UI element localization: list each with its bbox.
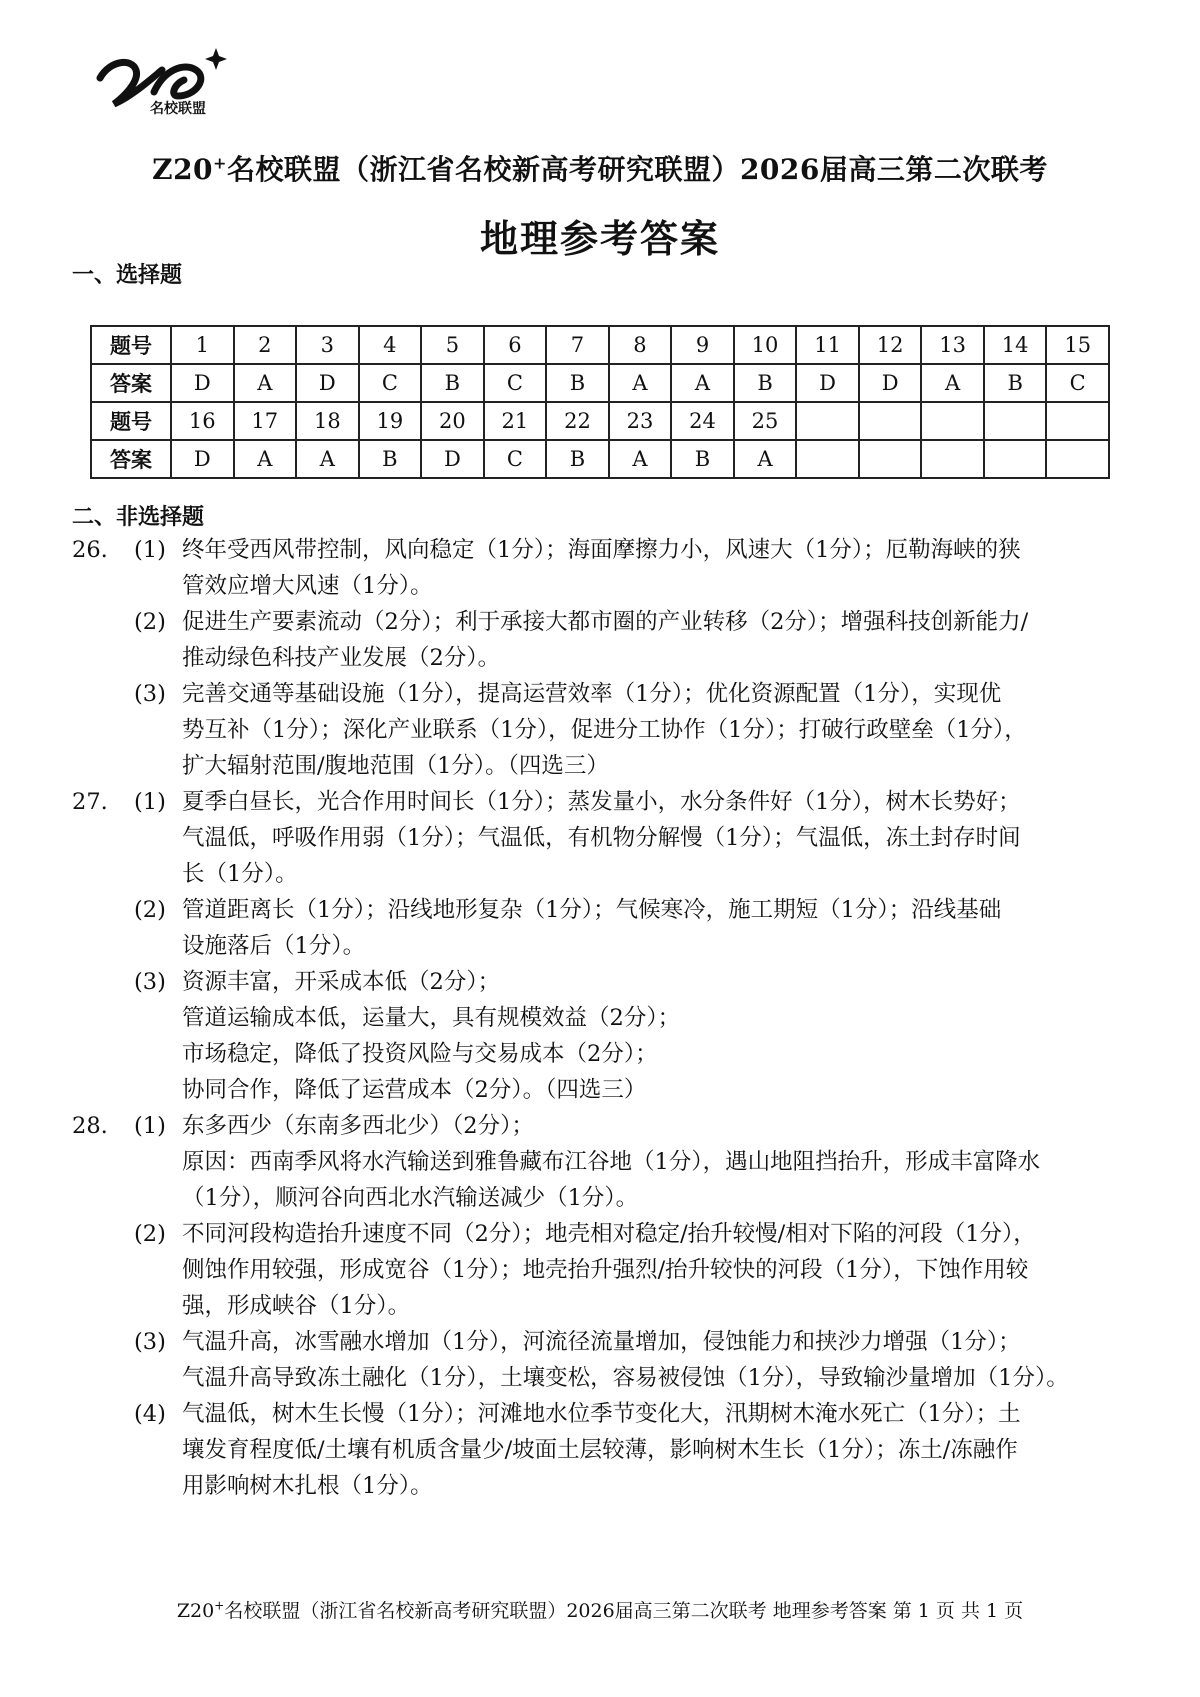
- table-cell: 13: [921, 326, 984, 364]
- table-cell: 23: [609, 402, 672, 440]
- table-cell: A: [671, 364, 734, 402]
- question-28: [72, 1108, 1132, 1504]
- table-cell: B: [546, 440, 609, 478]
- table-cell: A: [609, 364, 672, 402]
- answer-line: 气温升高，冰雪融水增加（1分），河流径流量增加，侵蚀能力和挟沙力增强（1分）；: [182, 1329, 1021, 1355]
- table-cell: [1046, 402, 1109, 440]
- table-row: [91, 440, 1109, 478]
- table-cell: 2: [234, 326, 297, 364]
- table-row: [91, 402, 1109, 440]
- table-cell: A: [296, 440, 359, 478]
- table-cell: 15: [1046, 326, 1109, 364]
- table-cell: 17: [234, 402, 297, 440]
- sub-number: (2): [134, 1221, 166, 1247]
- table-cell: B: [984, 364, 1047, 402]
- logo-text: 名校联盟: [150, 101, 206, 117]
- row-label: 答案: [91, 440, 171, 478]
- table-cell: A: [609, 440, 672, 478]
- table-cell: 21: [484, 402, 547, 440]
- header-sup: +: [213, 153, 227, 173]
- question-26: [72, 532, 1132, 784]
- table-cell: D: [171, 364, 234, 402]
- sub-number: (2): [134, 609, 166, 635]
- table-cell: C: [484, 440, 547, 478]
- table-cell: A: [234, 440, 297, 478]
- table-cell: [921, 440, 984, 478]
- sub-number: (2): [134, 897, 166, 923]
- answer-item: [134, 532, 1132, 604]
- sub-number: (1): [134, 1113, 166, 1139]
- table-cell: 22: [546, 402, 609, 440]
- table-cell: B: [734, 364, 797, 402]
- table-cell: [984, 402, 1047, 440]
- table-cell: [984, 440, 1047, 478]
- answer-line: （1分），顺河谷向西北水汽输送减少（1分）。: [182, 1185, 639, 1211]
- table-cell: [796, 440, 859, 478]
- question-number: 27.: [72, 789, 108, 815]
- answer-item: [134, 1108, 1132, 1216]
- answer-line: 侧蚀作用较强，形成宽谷（1分）；地壳抬升强烈/抬升较快的河段（1分），下蚀作用较: [182, 1257, 1029, 1283]
- answer-line: 长（1分）。: [182, 861, 298, 887]
- table-row: [91, 326, 1109, 364]
- answer-line: 市场稳定，降低了投资风险与交易成本（2分）；: [182, 1041, 658, 1067]
- sub-number: (1): [134, 789, 166, 815]
- answer-line: 夏季白昼长，光合作用时间长（1分）；蒸发量小，水分条件好（1分），树木长势好；: [182, 789, 1021, 815]
- answer-line: 气温低，树木生长慢（1分）；河滩地水位季节变化大，汛期树木淹水死亡（1分）；土: [182, 1401, 1021, 1427]
- table-cell: 1: [171, 326, 234, 364]
- answer-line: 不同河段构造抬升速度不同（2分）；地壳相对稳定/抬升较慢/相对下陷的河段（1分），: [182, 1221, 1036, 1247]
- answer-line: 势互补（1分）；深化产业联系（1分），促进分工协作（1分）；打破行政壁垒（1分），: [182, 717, 1027, 743]
- row-label: 答案: [91, 364, 171, 402]
- answer-line: 完善交通等基础设施（1分），提高运营效率（1分）；优化资源配置（1分），实现优: [182, 681, 1002, 707]
- table-cell: C: [1046, 364, 1109, 402]
- table-cell: 24: [671, 402, 734, 440]
- section-heading-choice: 一、选择题: [72, 262, 183, 288]
- table-cell: 19: [359, 402, 422, 440]
- answer-line: 东多西少（东南多西北少）（2分）；: [182, 1113, 534, 1139]
- question-27: [72, 784, 1132, 1108]
- table-cell: D: [859, 364, 922, 402]
- table-cell: C: [359, 364, 422, 402]
- table-cell: B: [359, 440, 422, 478]
- table-cell: 5: [421, 326, 484, 364]
- table-cell: 16: [171, 402, 234, 440]
- sub-number: (1): [134, 537, 166, 563]
- answer-line: 管道距离长（1分）；沿线地形复杂（1分）；气候寒冷，施工期短（1分）；沿线基础: [182, 897, 1002, 923]
- exam-header: [0, 148, 1200, 188]
- answer-line: 协同合作，降低了运营成本（2分）。（四选三）: [182, 1077, 647, 1103]
- answer-line: 用影响树木扎根（1分）。: [182, 1473, 433, 1499]
- page-title: 地理参考答案: [479, 216, 720, 261]
- table-cell: [1046, 440, 1109, 478]
- answer-line: 气温低，呼吸作用弱（1分）；气温低，有机物分解慢（1分）；气温低，冻土封存时间: [182, 825, 1021, 851]
- row-label: 题号: [91, 402, 171, 440]
- answer-item: [134, 676, 1132, 784]
- answer-line: 扩大辐射范围/腹地范围（1分）。（四选三）: [182, 753, 609, 779]
- question-number: 28.: [72, 1113, 108, 1139]
- table-cell: 14: [984, 326, 1047, 364]
- header-rest: 名校联盟（浙江省名校新高考研究联盟）2026届高三第二次联考: [226, 153, 1048, 186]
- answer-line: 资源丰富，开采成本低（2分）；: [182, 969, 501, 995]
- table-cell: 7: [546, 326, 609, 364]
- answer-item: [134, 604, 1132, 676]
- table-cell: 12: [859, 326, 922, 364]
- question-number: 26.: [72, 537, 108, 563]
- answer-line: 终年受西风带控制，风向稳定（1分）；海面摩擦力小，风速大（1分）；厄勒海峡的狭: [182, 537, 1021, 563]
- table-cell: D: [796, 364, 859, 402]
- table-cell: D: [171, 440, 234, 478]
- answer-line: 壤发育程度低/土壤有机质含量少/坡面土层较薄，影响树木生长（1分）；冻土/冻融作: [182, 1437, 1018, 1463]
- page-footer: [0, 1596, 1200, 1623]
- answer-item: [134, 964, 1132, 1108]
- table-cell: [859, 402, 922, 440]
- answer-line: 推动绿色科技产业发展（2分）。: [182, 645, 501, 671]
- table-cell: A: [921, 364, 984, 402]
- answer-item: [134, 1324, 1132, 1396]
- table-cell: 11: [796, 326, 859, 364]
- table-cell: 10: [734, 326, 797, 364]
- table-row: [91, 364, 1109, 402]
- table-cell: 4: [359, 326, 422, 364]
- table-cell: 25: [734, 402, 797, 440]
- table-cell: B: [421, 364, 484, 402]
- row-label: 题号: [91, 326, 171, 364]
- table-cell: C: [484, 364, 547, 402]
- answer-line: 促进生产要素流动（2分）；利于承接大都市圈的产业转移（2分）；增强科技创新能力/: [182, 609, 1029, 635]
- section-heading-nonchoice: 二、非选择题: [72, 504, 205, 530]
- table-cell: [921, 402, 984, 440]
- footer-sup: +: [214, 1598, 225, 1613]
- answer-item: [134, 892, 1132, 964]
- table-cell: D: [296, 364, 359, 402]
- table-cell: B: [671, 440, 734, 478]
- table-cell: 18: [296, 402, 359, 440]
- answer-line: 设施落后（1分）。: [182, 933, 366, 959]
- answer-item: [134, 1396, 1132, 1504]
- table-cell: 20: [421, 402, 484, 440]
- table-cell: 8: [609, 326, 672, 364]
- answer-item: [134, 1216, 1132, 1324]
- header-prefix: Z20: [152, 153, 214, 186]
- sub-number: (3): [134, 1329, 166, 1355]
- answer-item: [134, 784, 1132, 892]
- sub-number: (3): [134, 969, 166, 995]
- footer-rest: 名校联盟（浙江省名校新高考研究联盟）2026届高三第二次联考 地理参考答案 第 1 页 共 1 页: [224, 1600, 1024, 1622]
- footer-prefix: Z20: [176, 1600, 215, 1622]
- answer-table: [90, 325, 1110, 479]
- table-cell: A: [234, 364, 297, 402]
- answer-line: 强，形成峡谷（1分）。: [182, 1293, 411, 1319]
- answer-line: 气温升高导致冻土融化（1分），土壤变松，容易被侵蚀（1分），导致输沙量增加（1分）。: [182, 1365, 1069, 1391]
- table-cell: A: [734, 440, 797, 478]
- table-cell: D: [421, 440, 484, 478]
- answer-line: 管道运输成本低，运量大，具有规模效益（2分）；: [182, 1005, 681, 1031]
- table-cell: 9: [671, 326, 734, 364]
- table-cell: B: [546, 364, 609, 402]
- table-cell: 6: [484, 326, 547, 364]
- table-cell: [796, 402, 859, 440]
- answer-line: 原因：西南季风将水汽输送到雅鲁藏布江谷地（1分），遇山地阻挡抬升，形成丰富降水: [182, 1149, 1041, 1175]
- table-cell: [859, 440, 922, 478]
- sub-number: (4): [134, 1401, 166, 1427]
- table-cell: 3: [296, 326, 359, 364]
- sub-number: (3): [134, 681, 166, 707]
- answer-line: 管效应增大风速（1分）。: [182, 573, 433, 599]
